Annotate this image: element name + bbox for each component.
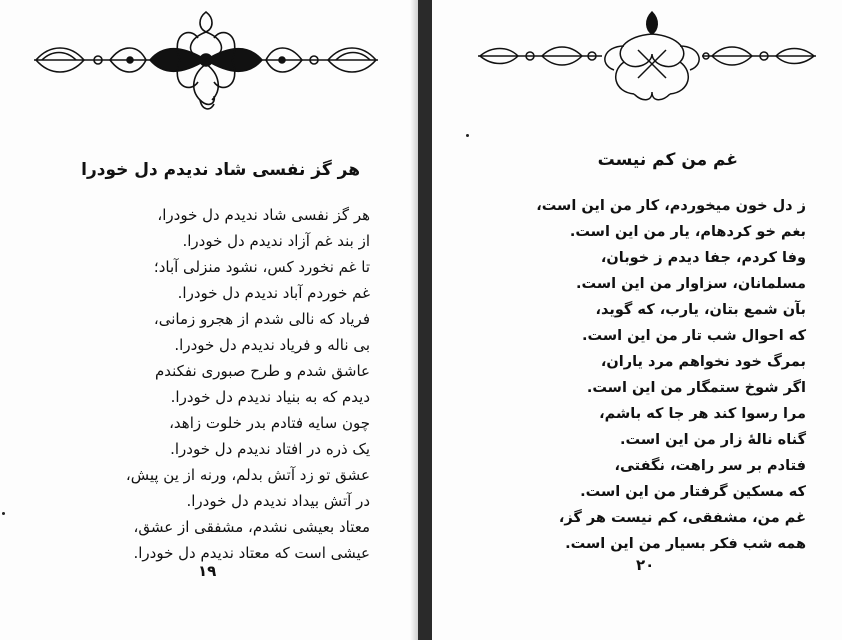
poem-line: در آتش بیداد ندیدم دل خودرا. — [186, 492, 370, 510]
poem-line: غم خوردم آباد ندیدم دل خودرا. — [177, 284, 370, 302]
poem-line: معتاد بعیشی نشدم، مشفقی از عشق، — [133, 518, 370, 536]
right-page — [432, 0, 842, 640]
poem-lines — [476, 193, 806, 557]
left-page — [0, 0, 418, 640]
poem-line: مسلمانان، سزاوار من این است. — [576, 276, 806, 292]
page-number: ۲۰ — [636, 556, 655, 574]
poem-line: بمرگ خود نخواهم مرد یاران، — [600, 354, 806, 370]
poem-line: اگر شوخ ستمگار من این است. — [586, 380, 806, 396]
poem-line: گناه نالهٔ زار من این است. — [620, 432, 806, 448]
poem-title: غم من کم نیست — [597, 150, 738, 170]
scan-speck — [2, 512, 5, 515]
poem-line: تا غم نخورد کس، نشود منزلی آباد؛ — [153, 258, 370, 276]
gutter-shadow — [410, 0, 418, 640]
poem-line: فتادم بر سر راهت، نگفتی، — [614, 458, 806, 474]
poem-line: از بند غم آزاد ندیدم دل خودرا. — [182, 232, 370, 250]
poem-line: دیدم که به بنیاد ندیدم دل خودرا. — [170, 388, 370, 406]
poem-line: بآن شمع بتان، یارب، که گوید، — [595, 302, 806, 318]
poem-line: ز دل خون میخوردم، کار من این است، — [536, 198, 806, 214]
poem-lines — [40, 202, 370, 566]
scan-speck — [466, 134, 469, 137]
floral-ornament-icon — [474, 6, 820, 106]
poem-line: چون سایه فتادم بدر خلوت زاهد، — [169, 414, 370, 432]
poem-line: یک ذره در افتاد ندیدم دل خودرا. — [170, 440, 370, 458]
book-gutter — [418, 0, 432, 640]
poem-line: که مسکین گرفتار من این است. — [580, 484, 806, 500]
poem-line: که احوال شب تار من این است. — [582, 328, 806, 344]
poem-line: عاشق شدم و طرح صبوری نفکندم — [154, 362, 370, 380]
poem-line: وفا کردم، جفا دیدم ز خوبان، — [600, 250, 806, 266]
poem-line: بی ناله و فریاد ندیدم دل خودرا. — [174, 336, 370, 354]
poem-line: عشق تو زد آتش بدلم، ورنه از ین پیش، — [125, 466, 370, 484]
poem-line: فریاد که نالی شدم از هجرو زمانی، — [153, 310, 370, 328]
poem-line: هر گز نفسی شاد ندیدم دل خودرا، — [157, 206, 370, 224]
poem-line: عیشی است که معتاد ندیدم دل خودرا. — [133, 544, 370, 562]
page-number: ۱۹ — [198, 562, 217, 580]
poem-line: بغم خو کردهام، یار من این است. — [569, 224, 806, 240]
poem-line: همه شب فکر بسیار من این است. — [565, 536, 806, 552]
poem-line: غم من، مشفقی، کم نیست هر گز، — [558, 510, 806, 526]
floral-ornament-icon — [30, 4, 382, 114]
poem-line: مرا رسوا کند هر جا که باشم، — [599, 406, 806, 422]
poem-title: هر گز نفسی شاد ندیدم دل خودرا — [81, 160, 360, 180]
